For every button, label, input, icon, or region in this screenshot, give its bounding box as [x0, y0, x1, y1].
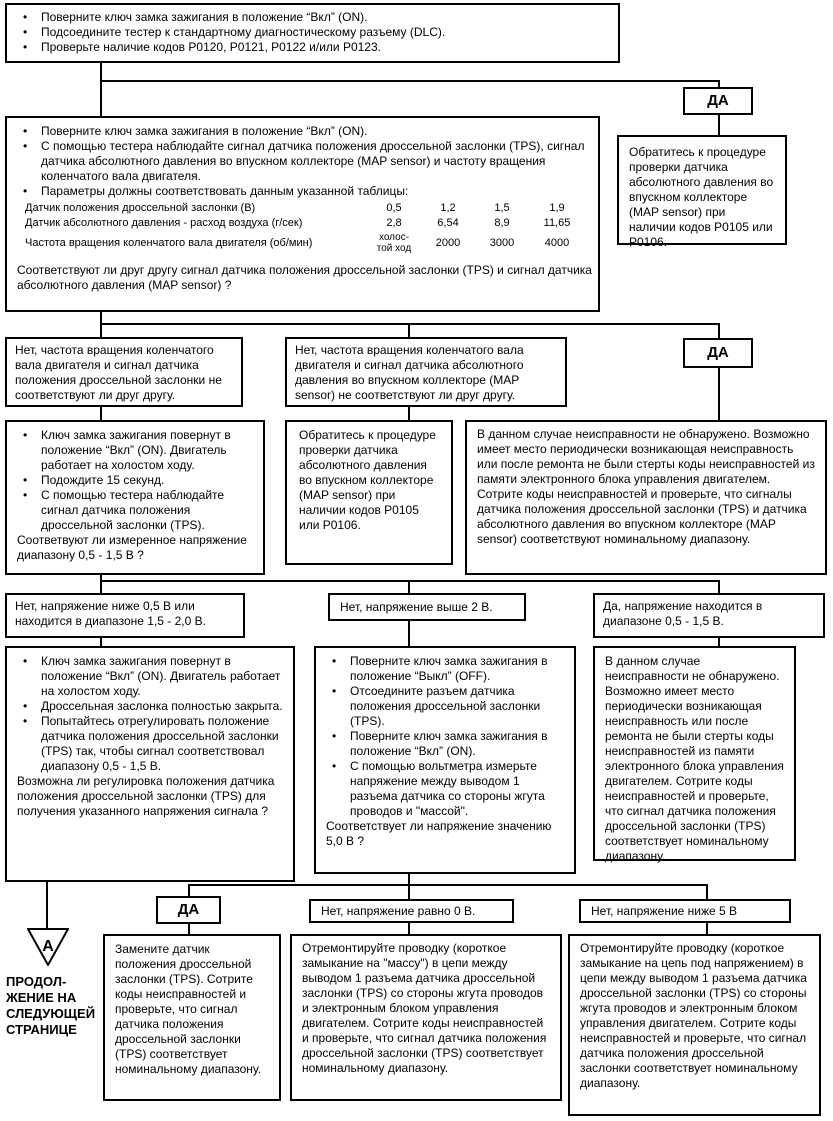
- ok-voltage-box: Да, напряжение находится в диапазоне 0,5 - 1,5 В.: [593, 593, 825, 638]
- table-row-label: Датчик абсолютного давления - расход воздуха (г/сек): [25, 217, 303, 229]
- connector: [100, 580, 720, 582]
- continue-triangle-icon: [27, 928, 69, 966]
- step5-question: Соответствует ли напряжение значению 5,0 В ?: [326, 819, 552, 848]
- connector: [408, 405, 410, 420]
- no-map-box: Нет, частота вращения коленчатого вала двигателя и сигнал датчика абсолютного давления во впускном коллекторе (MAP sensor) не соответствуют ли друг другу.: [285, 337, 567, 407]
- step3-item: • Ключ замка зажигания повернут в положение “Вкл” (ON). Двигатель работает на холостом ходу.: [11, 428, 257, 473]
- step2-item: • Параметры должны соответствовать данным указанной таблицы:: [11, 184, 592, 199]
- table-row: [25, 231, 585, 255]
- step1-yes-box: Обратитесь к процедуре проверки датчика абсолютного давления во впускном коллекторе (MAP sensor) при наличии кодов P0105 или P0106.: [617, 135, 787, 245]
- connector: [100, 323, 720, 325]
- table-row-label: Частота вращения коленчатого вала двигателя (об/мин): [25, 236, 313, 249]
- step5-item: • С помощью вольтметра измерьте напряжение между выводом 1 разъема датчика со стороны жгута проводов и "массой".: [320, 759, 568, 819]
- step1-item: • Подсоедините тестер к стандартному диагностическому разъему (DLC).: [11, 25, 614, 40]
- connector: [188, 884, 708, 886]
- yes-action-box: В данном случае неисправности не обнаружено. Возможно имеет место периодически возникающая неисправность или после ремонта не были стерты коды неисправностей из памяти электронного блока управления двигателем. Сотрите коды неисправностей и проверьте, что сигналы датчика положения дроссельной заслонки (TPS) и датчика абсолютного давления во впускном коллекторе (MAP sensor) соответствуют номинальному диапазону.: [465, 420, 827, 575]
- connector: [408, 619, 410, 646]
- step3-box: [5, 420, 265, 575]
- connector: [718, 80, 720, 87]
- table-cell: 4000: [544, 236, 570, 249]
- step2-item: • Поверните ключ замка зажигания в положение “Вкл” (ON).: [11, 124, 592, 139]
- connector: [718, 368, 720, 420]
- step4-question: Возможна ли регулировка положения датчика положения дроссельной заслонки (TPS) для получения указанного напряжения сигнала ?: [17, 774, 275, 818]
- step3-question: Соответвуют ли измеренное напряжение диапазону 0,5 - 1,5 В ?: [17, 533, 247, 562]
- table-cell: 2,8: [386, 217, 402, 229]
- connector: [100, 573, 102, 593]
- table-row: [25, 216, 585, 231]
- step1-list: [11, 10, 614, 55]
- connector: [100, 61, 102, 116]
- table-row-label: Датчик положения дроссельной заслонки (В): [25, 202, 256, 214]
- step5-item: • Поверните ключ замка зажигания в положение “Выкл” (OFF).: [320, 654, 568, 684]
- connector: [408, 323, 410, 338]
- connector: [408, 884, 410, 899]
- below-voltage-box: Нет, напряжение ниже 5 В: [579, 899, 791, 923]
- step3-item: • Подождите 15 секунд.: [11, 473, 257, 488]
- step2-list: [11, 124, 592, 199]
- step1-item: • Поверните ключ замка зажигания в положение “Вкл” (ON).: [11, 10, 614, 25]
- table-cell: 8,9: [494, 217, 510, 229]
- table-cell: 1,2: [440, 202, 456, 214]
- connector: [718, 115, 720, 135]
- table-cell: 1,9: [549, 202, 565, 214]
- connector: [46, 880, 48, 928]
- table-cell: 0,5: [386, 202, 402, 214]
- yes-badge: ДА: [156, 896, 221, 924]
- repair-short-box: Отремонтируйте проводку (короткое замыкание на цепь под напряжением) в цепи между выводом 1 разъема датчика дроссельной заслонки (TPS) со стороны жгута проводов и электронным блоком управления двигателем. Сотрите коды неисправностей и проверьте, что сигнал датчика положения дроссельной заслонки соответствует номинальному диапазону.: [568, 934, 821, 1116]
- step4-list: [11, 654, 287, 774]
- step5-item: • Поверните ключ замка зажигания в положение “Вкл” (ON).: [320, 729, 568, 759]
- table-cell: 6,54: [437, 217, 459, 229]
- connector: [408, 580, 410, 593]
- table-cell: 11,65: [543, 217, 571, 229]
- step4-item: • Ключ замка зажигания повернут в положение “Вкл” (ON). Двигатель работает на холостом ходу.: [11, 654, 287, 699]
- zero-voltage-box: Нет, напряжение равно 0 В.: [309, 899, 514, 923]
- continue-marker: A: [42, 938, 54, 955]
- repair-ground-box: Отремонтируйте проводку (короткое замыкание на "массу") в цепи между выводом 1 разъема датчика дроссельной заслонки (TPS) со стороны жгута проводов и электронным блоком управления двигателем. Сотрите коды неисправностей и проверьте, что сигнал датчика положения дроссельной заслонки (TPS) соответствует номинальному диапазону.: [290, 934, 562, 1101]
- connector: [718, 580, 720, 593]
- connector: [100, 405, 102, 420]
- step2-question: Соответствуют ли друг другу сигнал датчика положения дроссельной заслонки (TPS) и сигнал датчика абсолютного давления (MAP sensor) ?: [17, 263, 592, 292]
- replace-sensor-box: Замените датчик положения дроссельной заслонки (TPS). Сотрите коды неисправностей и проверьте, что сигнал датчика положения дроссельной заслонки (TPS) соответствует номинальному диапазону.: [103, 934, 281, 1101]
- table-row: [25, 201, 585, 216]
- parameter-table: [25, 201, 585, 255]
- connector: [718, 323, 720, 338]
- table-cell: 1,5: [494, 202, 510, 214]
- connector: [188, 924, 190, 934]
- step2-box: [5, 116, 600, 312]
- step4-item: • Попытайтесь отрегулировать положение датчика положения дроссельной заслонки (TPS) так, чтобы сигнал соответствовал диапазону 0,5 - 1,5 В.: [11, 714, 287, 774]
- step4-box: [5, 646, 295, 882]
- step2-item: • С помощью тестера наблюдайте сигнал датчика положения дроссельной заслонки (TPS), сигнал датчика абсолютного давления во впускном коллекторе (MAP sensor) и частоту вращения коленчатого вала двигателя.: [11, 139, 592, 184]
- step4-item: • Дроссельная заслонка полностью закрыта.: [11, 699, 287, 714]
- no-tps-box: Нет, частота вращения коленчатого вала двигателя и сигнал датчика положения дроссельной заслонки не соответствуют ли друг другу.: [5, 337, 243, 407]
- step5-box: [314, 646, 576, 874]
- step5-item: • Отсоедините разъем датчика положения дроссельной заслонки (TPS).: [320, 684, 568, 729]
- low-voltage-box: Нет, напряжение ниже 0,5 В или находится в диапазоне 1,5 - 2,0 В.: [5, 593, 245, 638]
- table-cell: 2000: [435, 236, 461, 249]
- connector: [706, 884, 708, 899]
- map-action-box: Обратитесь к процедуре проверки датчика абсолютного давления во впускном коллекторе (MAP sensor) при наличии кодов P0105 или P0106.: [285, 420, 453, 565]
- yes-badge: ДА: [683, 87, 753, 115]
- step1-item: • Проверьте наличие кодов P0120, P0121, P0122 и/или P0123.: [11, 40, 614, 55]
- yes-badge: ДА: [683, 338, 753, 368]
- table-cell: 3000: [489, 236, 515, 249]
- continue-text: ПРОДОЛ- ЖЕНИЕ НА СЛЕДУЮЩЕЙ СТРАНИЦЕ: [6, 974, 96, 1037]
- step5-list: [320, 654, 568, 819]
- connector: [100, 80, 720, 82]
- step3-list: [11, 428, 257, 533]
- high-voltage-box: Нет, напряжение выше 2 В.: [328, 593, 526, 621]
- step3-item: • С помощью тестера наблюдайте сигнал датчика положения дроссельной заслонки (TPS).: [11, 488, 257, 533]
- ok-action-box: В данном случае неисправности не обнаружено. Возможно имеет место периодически возникающая неисправность или после ремонта не были стерты коды неисправностей из памяти электронного блока управления двигателем. Сотрите коды неисправностей и проверьте, что сигнал датчика положения дроссельной заслонки (TPS) соответствует номинальному диапазону.: [593, 646, 796, 861]
- table-cell: холос- той ход: [376, 232, 412, 254]
- connector: [188, 884, 190, 896]
- step1-box: [5, 3, 620, 63]
